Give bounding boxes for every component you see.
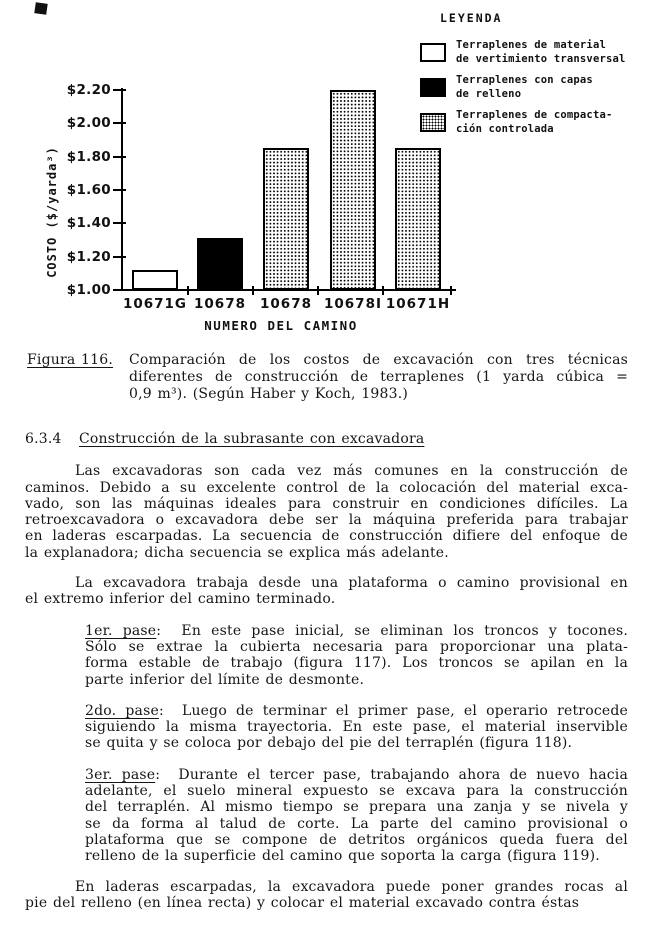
construction-pass bbox=[85, 623, 628, 688]
text-line: siguiendo la misma trayectoria. En este pase, el material inservible bbox=[85, 719, 628, 736]
text-line: La excavadora trabaja desde una plataforma o camino provisional en bbox=[75, 575, 628, 592]
legend-label-line: de relleno bbox=[456, 87, 522, 100]
text-line: diferentes de construcción de terraplenes (1 yarda cúbica = bbox=[129, 369, 628, 385]
bar bbox=[395, 148, 441, 290]
solid-swatch-icon bbox=[420, 78, 446, 97]
legend-item-label bbox=[456, 39, 626, 66]
y-tick-label: $1.20 bbox=[66, 248, 111, 265]
legend-title: LEYENDA bbox=[440, 11, 503, 25]
stipple-swatch-icon bbox=[420, 113, 446, 132]
x-category-label: 10671G bbox=[122, 296, 188, 312]
legend-item-label bbox=[456, 74, 593, 101]
outline-swatch-icon bbox=[420, 43, 446, 62]
x-tick bbox=[317, 286, 319, 295]
text-line: del terraplén. Al mismo tiempo se prepara una zanja y se nivela y bbox=[85, 799, 628, 816]
text-line: el extremo inferior del camino terminado. bbox=[25, 591, 336, 608]
cost-comparison-bar-chart bbox=[0, 0, 650, 345]
text-line: se quita y se coloca por debajo del pie del terraplén (figura 118). bbox=[85, 735, 573, 752]
text-line: plataforma que se compone de detritos orgánicos queda fuera del bbox=[85, 831, 628, 848]
x-tick bbox=[382, 286, 384, 295]
chart-legend bbox=[420, 12, 648, 144]
text-line: Comparación de los costos de excavación con tres técnicas bbox=[129, 352, 628, 368]
construction-pass bbox=[85, 703, 628, 752]
section-heading bbox=[25, 431, 628, 447]
text-line: Sólo se extrae la cubierta necesaria para proporcionar una plata- bbox=[85, 638, 628, 655]
legend-item bbox=[420, 109, 648, 136]
text-line: retroexcavadora o excavadora debe ser la máquina preferida para trabajar bbox=[25, 512, 628, 529]
x-category-label: 10678 bbox=[194, 296, 246, 312]
figure-caption-text bbox=[129, 352, 628, 403]
y-tick-label: $1.80 bbox=[66, 148, 111, 165]
text-line: vado, son las máquinas ideales para construir en condiciones difíciles. La bbox=[25, 495, 628, 512]
document-body bbox=[25, 352, 628, 911]
text-line: parte inferior del límite de desmonte. bbox=[85, 671, 365, 688]
y-tick-label: $2.20 bbox=[66, 82, 111, 98]
x-axis-title: NUMERO DEL CAMINO bbox=[204, 318, 358, 333]
text-line: 2do. pase: Luego de terminar el primer pase, el operario retrocede bbox=[85, 702, 628, 719]
construction-pass bbox=[85, 767, 628, 865]
x-tick bbox=[450, 286, 452, 295]
construction-pass-list bbox=[25, 623, 628, 865]
y-tick bbox=[113, 289, 126, 291]
y-tick-label: $1.60 bbox=[66, 182, 111, 198]
x-category-label: 10678I bbox=[324, 296, 382, 312]
text-line: en laderas escarpadas. La secuencia de construcción difiere del enfoque de bbox=[25, 528, 628, 545]
text-line: 3er. pase: Durante el tercer pase, trabajando ahora de nuevo hacia bbox=[85, 766, 629, 783]
paragraph bbox=[25, 463, 628, 561]
x-category-label: 10671H bbox=[385, 296, 451, 312]
y-tick-label: $1.40 bbox=[66, 215, 111, 232]
text-line: caminos. Debido a su excelente control de la colocación del material exca- bbox=[25, 479, 628, 496]
section-number: 6.3.4 bbox=[25, 431, 62, 447]
legend-label-line: Terraplenes con capas bbox=[456, 74, 593, 86]
pass-label: 1er. pase bbox=[85, 622, 157, 639]
y-tick-label: $2.00 bbox=[66, 115, 111, 132]
legend-item-label bbox=[456, 109, 613, 136]
x-category-label: 10678 bbox=[260, 296, 312, 312]
legend-item-list bbox=[420, 39, 648, 136]
legend-item bbox=[420, 74, 648, 101]
legend-label-line: ción controlada bbox=[456, 122, 554, 135]
y-tick-label: $1.00 bbox=[66, 282, 111, 298]
text-line: relleno de la superficie del camino que soporta la carga (figura 119). bbox=[85, 848, 600, 865]
text-line: Las excavadoras son cada vez más comunes en la construcción de bbox=[75, 463, 628, 480]
y-tick bbox=[113, 89, 126, 91]
y-axis-title: COSTO ($/yarda³) bbox=[45, 146, 59, 278]
x-tick bbox=[252, 286, 254, 295]
text-line: En laderas escarpadas, la excavadora puede poner grandes rocas al bbox=[75, 878, 628, 895]
bar bbox=[132, 270, 178, 290]
text-line: la explanadora; dicha secuencia se explica más adelante. bbox=[25, 544, 449, 561]
text-line: adelante, el suelo mineral expuesto se excava para la construcción bbox=[85, 783, 628, 800]
y-tick bbox=[113, 156, 126, 158]
legend-label-line: Terraplenes de compacta- bbox=[456, 109, 613, 121]
y-tick bbox=[113, 222, 126, 224]
paragraph bbox=[25, 575, 628, 608]
y-tick bbox=[113, 189, 126, 191]
figure-caption-tag: Figura 116. bbox=[27, 352, 114, 368]
bar bbox=[197, 238, 243, 290]
legend-item bbox=[420, 39, 648, 66]
paragraph bbox=[25, 879, 628, 912]
y-tick bbox=[113, 256, 126, 258]
bar bbox=[263, 148, 309, 290]
bar bbox=[330, 90, 376, 290]
text-line: pie del relleno (en línea recta) y colocar el material excavado contra éstas bbox=[25, 894, 580, 911]
figure-caption bbox=[25, 352, 628, 403]
text-line: 0,9 m³). (Según Haber y Koch, 1983.) bbox=[129, 386, 409, 402]
legend-label-line: de vertimiento transversal bbox=[456, 52, 626, 65]
text-line: 1er. pase: En este pase inicial, se eliminan los troncos y tocones. bbox=[85, 622, 628, 639]
legend-label-line: Terraplenes de material bbox=[456, 39, 606, 51]
x-tick bbox=[187, 286, 189, 295]
section-title: Construcción de la subrasante con excavadora bbox=[79, 431, 425, 447]
pass-label: 3er. pase bbox=[85, 766, 156, 783]
text-line: forma estable de trabajo (figura 117). Los troncos se apilan en la bbox=[85, 655, 628, 672]
pass-label: 2do. pase bbox=[85, 702, 159, 719]
text-line: se da forma al talud de corte. La parte del camino provisional o bbox=[85, 815, 628, 832]
y-tick bbox=[113, 122, 126, 124]
